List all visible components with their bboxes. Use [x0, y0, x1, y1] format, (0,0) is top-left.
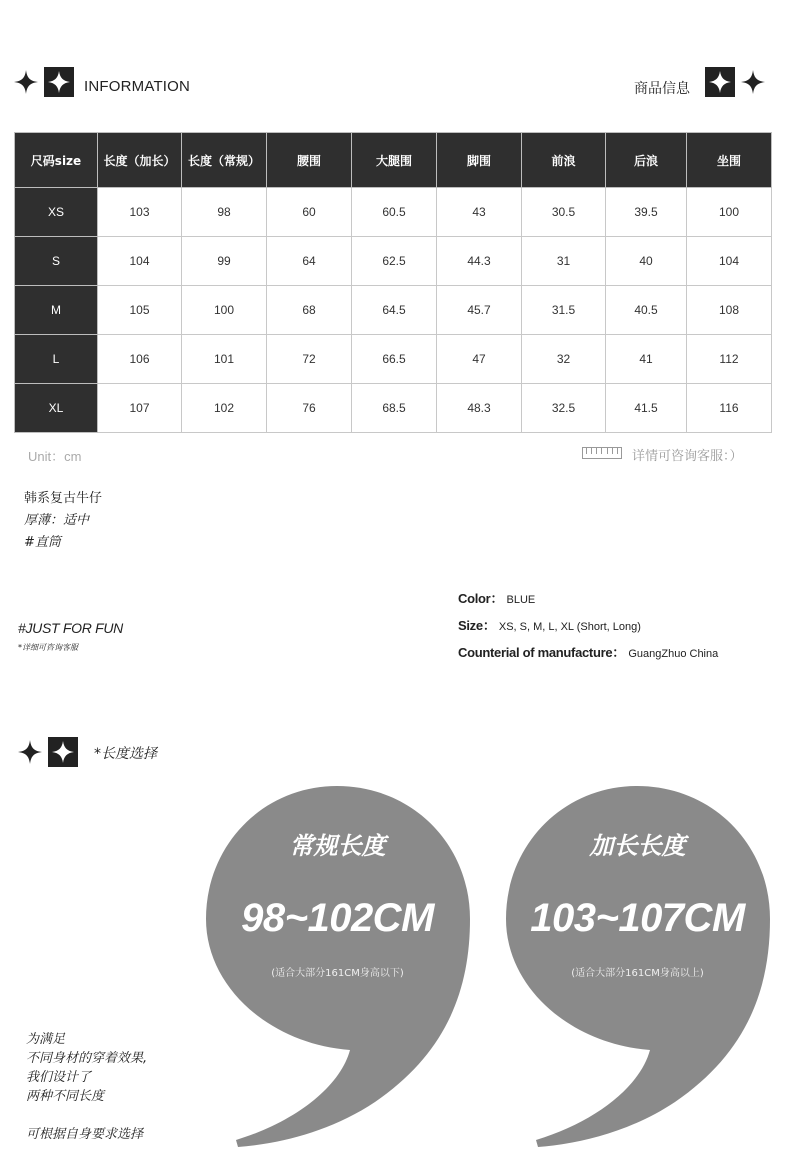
- spec-list: [458, 586, 718, 667]
- sparkle-icon: [14, 70, 38, 94]
- sparkle-box-icon: [44, 67, 74, 97]
- table-cell: 60: [267, 188, 352, 237]
- length-section-title: *长度选择: [94, 746, 157, 762]
- copy-line: 我们设计了: [26, 1070, 92, 1085]
- table-cell: 41: [606, 335, 687, 384]
- star-decoration-left: [14, 67, 74, 97]
- table-cell: 100: [182, 286, 267, 335]
- long-length-note: (适合大部分161CM身高以上): [571, 968, 704, 979]
- column-header: 后浪: [606, 133, 687, 188]
- size-label: S: [15, 237, 98, 286]
- size-label: XS: [15, 188, 98, 237]
- regular-length-heading: 常规长度: [289, 832, 386, 860]
- product-info-title: 商品信息: [634, 81, 690, 97]
- table-cell: 39.5: [606, 188, 687, 237]
- column-header: 长度（常规）: [182, 133, 267, 188]
- table-cell: 104: [98, 237, 182, 286]
- spec-size: [458, 613, 718, 640]
- table-cell: 62.5: [352, 237, 437, 286]
- table-cell: 104: [687, 237, 772, 286]
- table-cell: 32.5: [522, 384, 606, 433]
- table-cell: 101: [182, 335, 267, 384]
- spec-origin: [458, 640, 718, 667]
- table-cell: 48.3: [437, 384, 522, 433]
- table-cell: 72: [267, 335, 352, 384]
- table-cell: 47: [437, 335, 522, 384]
- regular-length-range: 98~102CM: [241, 896, 434, 940]
- column-header: 坐围: [687, 133, 772, 188]
- copy-line: 可根据自身要求选择: [26, 1127, 144, 1142]
- column-header: 长度（加长）: [98, 133, 182, 188]
- desc-line-thickness: 厚薄：适中: [24, 513, 90, 528]
- desc-line-cut: #直筒: [24, 535, 61, 550]
- table-cell: 40: [606, 237, 687, 286]
- table-cell: 98: [182, 188, 267, 237]
- length-explanation: [26, 1030, 147, 1144]
- table-cell: 44.3: [437, 237, 522, 286]
- column-header: 尺码size: [15, 133, 98, 188]
- table-row: [15, 384, 772, 433]
- table-cell: 60.5: [352, 188, 437, 237]
- product-description: [24, 488, 102, 554]
- table-row: [15, 188, 772, 237]
- spec-color-label: Color：: [458, 591, 504, 606]
- table-cell: 31.5: [522, 286, 606, 335]
- table-cell: 116: [687, 384, 772, 433]
- spec-color: [458, 586, 718, 613]
- long-length-range: 103~107CM: [530, 896, 745, 940]
- table-cell: 30.5: [522, 188, 606, 237]
- table-cell: 107: [98, 384, 182, 433]
- copy-line: 为满足: [26, 1032, 66, 1047]
- table-cell: 106: [98, 335, 182, 384]
- table-cell: 100: [687, 188, 772, 237]
- tagline-sub: *详细可咨询客服: [18, 643, 78, 652]
- table-row: [15, 237, 772, 286]
- spec-size-label: Size：: [458, 618, 496, 633]
- sparkle-icon: [741, 70, 765, 94]
- size-label: M: [15, 286, 98, 335]
- table-cell: 32: [522, 335, 606, 384]
- table-cell: 40.5: [606, 286, 687, 335]
- sparkle-box-icon: [705, 67, 735, 97]
- regular-length-note: (适合大部分161CM身高以下): [271, 968, 404, 979]
- column-header: 大腿围: [352, 133, 437, 188]
- information-title: INFORMATION: [84, 78, 191, 95]
- table-cell: 66.5: [352, 335, 437, 384]
- table-cell: 103: [98, 188, 182, 237]
- size-label: L: [15, 335, 98, 384]
- column-header: 前浪: [522, 133, 606, 188]
- regular-length-badge: [200, 782, 475, 1152]
- table-cell: 112: [687, 335, 772, 384]
- table-cell: 108: [687, 286, 772, 335]
- column-header: 腰围: [267, 133, 352, 188]
- table-cell: 41.5: [606, 384, 687, 433]
- table-cell: 99: [182, 237, 267, 286]
- spec-origin-value: GuangZhuo China: [628, 648, 719, 660]
- long-length-heading: 加长长度: [589, 832, 686, 860]
- table-cell: 64: [267, 237, 352, 286]
- table-cell: 68: [267, 286, 352, 335]
- spec-size-value: XS, S, M, L, XL (Short, Long): [498, 621, 641, 633]
- table-header-row: [15, 133, 772, 188]
- tagline: #JUST FOR FUN: [18, 620, 123, 636]
- table-cell: 105: [98, 286, 182, 335]
- table-row: [15, 286, 772, 335]
- table-cell: 43: [437, 188, 522, 237]
- detail-note: 详情可咨询客服：）: [632, 449, 743, 464]
- star-decoration-length: [18, 737, 78, 767]
- table-cell: 31: [522, 237, 606, 286]
- long-length-badge: [500, 782, 775, 1152]
- copy-line: 不同身材的穿着效果,: [26, 1051, 148, 1066]
- table-row: [15, 335, 772, 384]
- size-label: XL: [15, 384, 98, 433]
- table-cell: 68.5: [352, 384, 437, 433]
- copy-line: 两种不同长度: [26, 1089, 105, 1104]
- spec-color-value: BLUE: [506, 594, 536, 606]
- ruler-icon: [582, 447, 622, 459]
- spec-origin-label: Counterial of manufacture：: [458, 645, 625, 660]
- table-cell: 102: [182, 384, 267, 433]
- sparkle-box-icon: [48, 737, 78, 767]
- size-table: [14, 132, 772, 433]
- table-cell: 64.5: [352, 286, 437, 335]
- column-header: 脚围: [437, 133, 522, 188]
- sparkle-icon: [18, 740, 42, 764]
- unit-note: Unit：cm: [28, 449, 82, 464]
- desc-line-style: 韩系复古牛仔: [24, 491, 103, 506]
- table-cell: 76: [267, 384, 352, 433]
- table-cell: 45.7: [437, 286, 522, 335]
- star-decoration-right: [705, 67, 765, 97]
